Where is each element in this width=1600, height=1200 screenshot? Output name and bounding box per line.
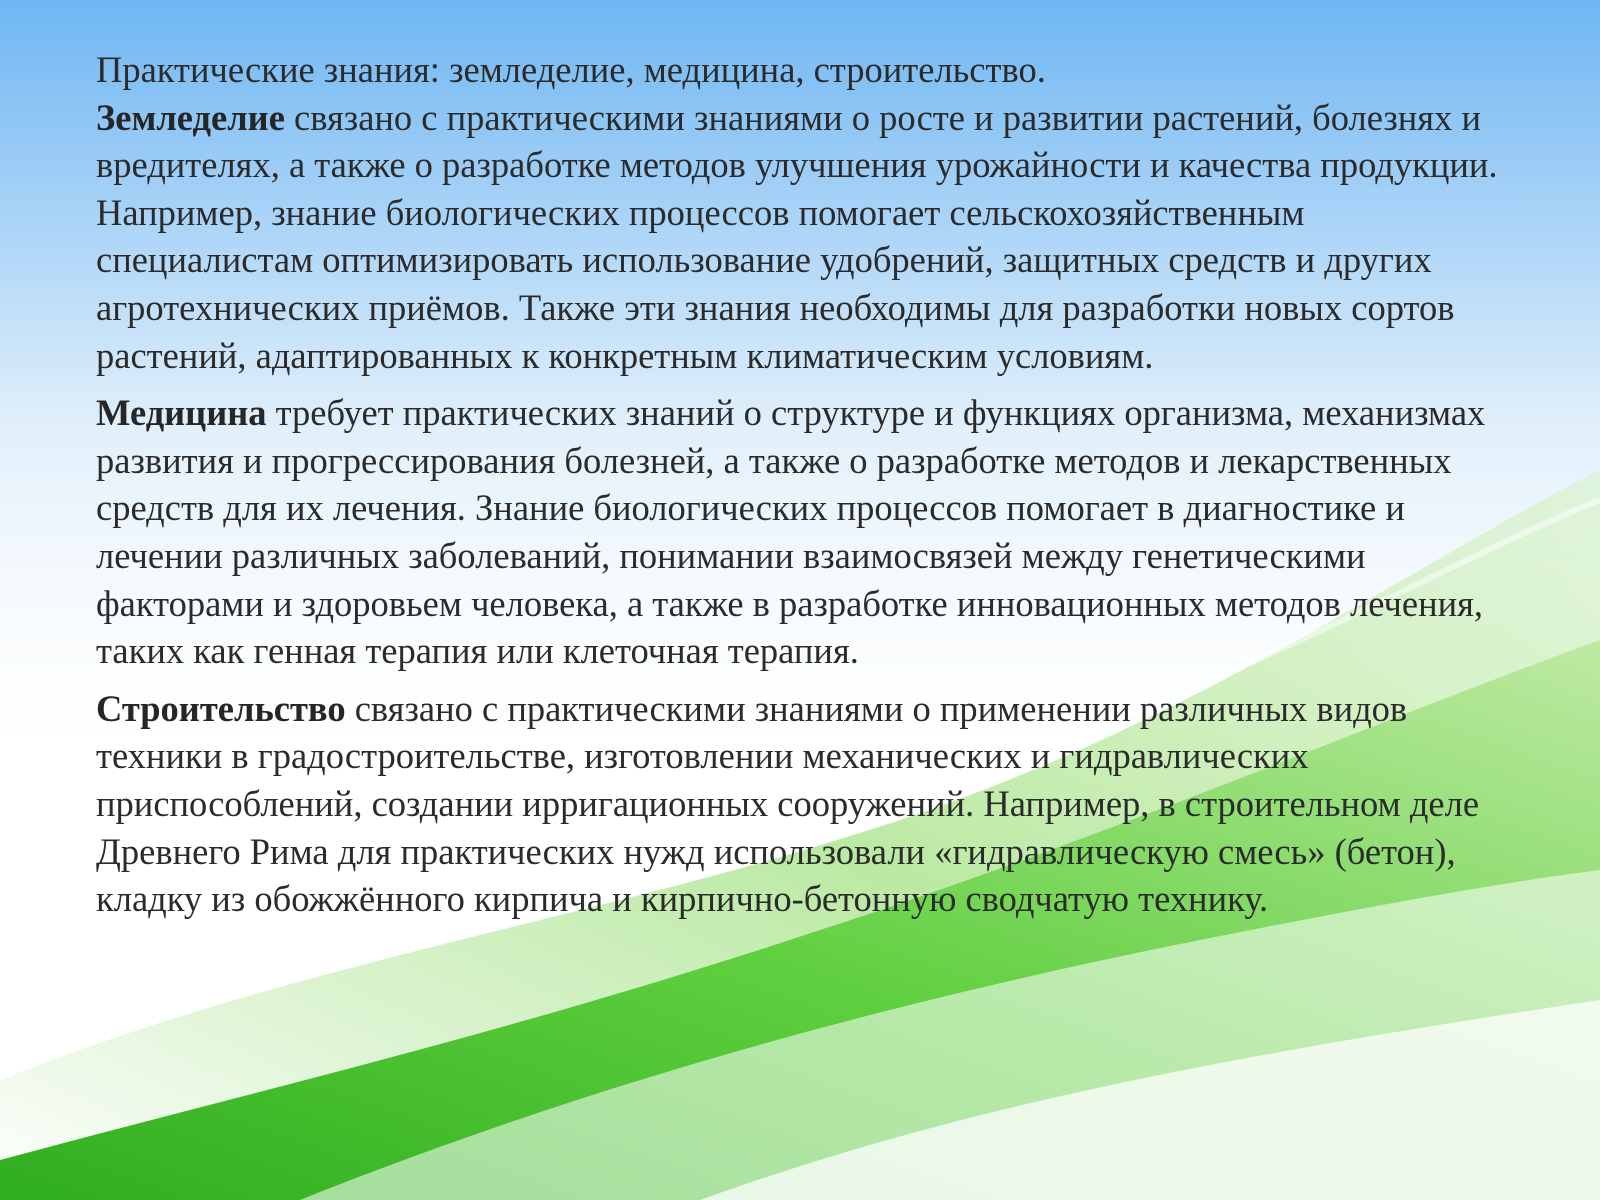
paragraph-medicine xyxy=(96,389,1516,675)
term-medicine: Медицина xyxy=(96,392,267,434)
text-medicine: требует практических знаний о структуре и функциях организма, механизмах развития и прогрессирования болезней, а также о разработке методов и лекарственных средств для их лечения. Знание биологических процессов помогает в диагностике и лечении различных заболеваний, понимании взаимосвязей между генетическими факторами и здоровьем человека, а также в разработке инновационных методов лечения, таких как генная терапия или клеточная терапия. xyxy=(96,392,1486,672)
paragraph-construction xyxy=(96,685,1516,923)
paragraph-agriculture xyxy=(96,94,1516,380)
text-agriculture: связано с практическими знаниями о росте и развитии растений, болезнях и вредителях, а также о разработке методов улучшения урожайности и качества продукции. Например, знание биологических процессов помогает сельскохозяйственным специалистам оптимизировать использование удобрений, защитных средств и других агротехнических приёмов. Также эти знания необходимы для разработки новых сортов растений, адаптированных к конкретным климатическим условиям. xyxy=(96,96,1498,376)
slide-intro: Практические знания: земледелие, медицина, строительство. xyxy=(96,49,1046,90)
slide-text xyxy=(96,46,1516,923)
text-construction: связано с практическими знаниями о применении различных видов техники в градостроительстве, изготовлении механических и гидравлических приспособлений, создании ирригационных сооружений. Например, в строительном деле Древнего Рима для практических нужд использовали «гидравлическую смесь» (бетон), кладку из обожжённого кирпича и кирпично-бетонную сводчатую технику. xyxy=(96,687,1480,920)
term-construction: Строительство xyxy=(96,687,346,729)
term-agriculture: Земледелие xyxy=(96,96,285,138)
